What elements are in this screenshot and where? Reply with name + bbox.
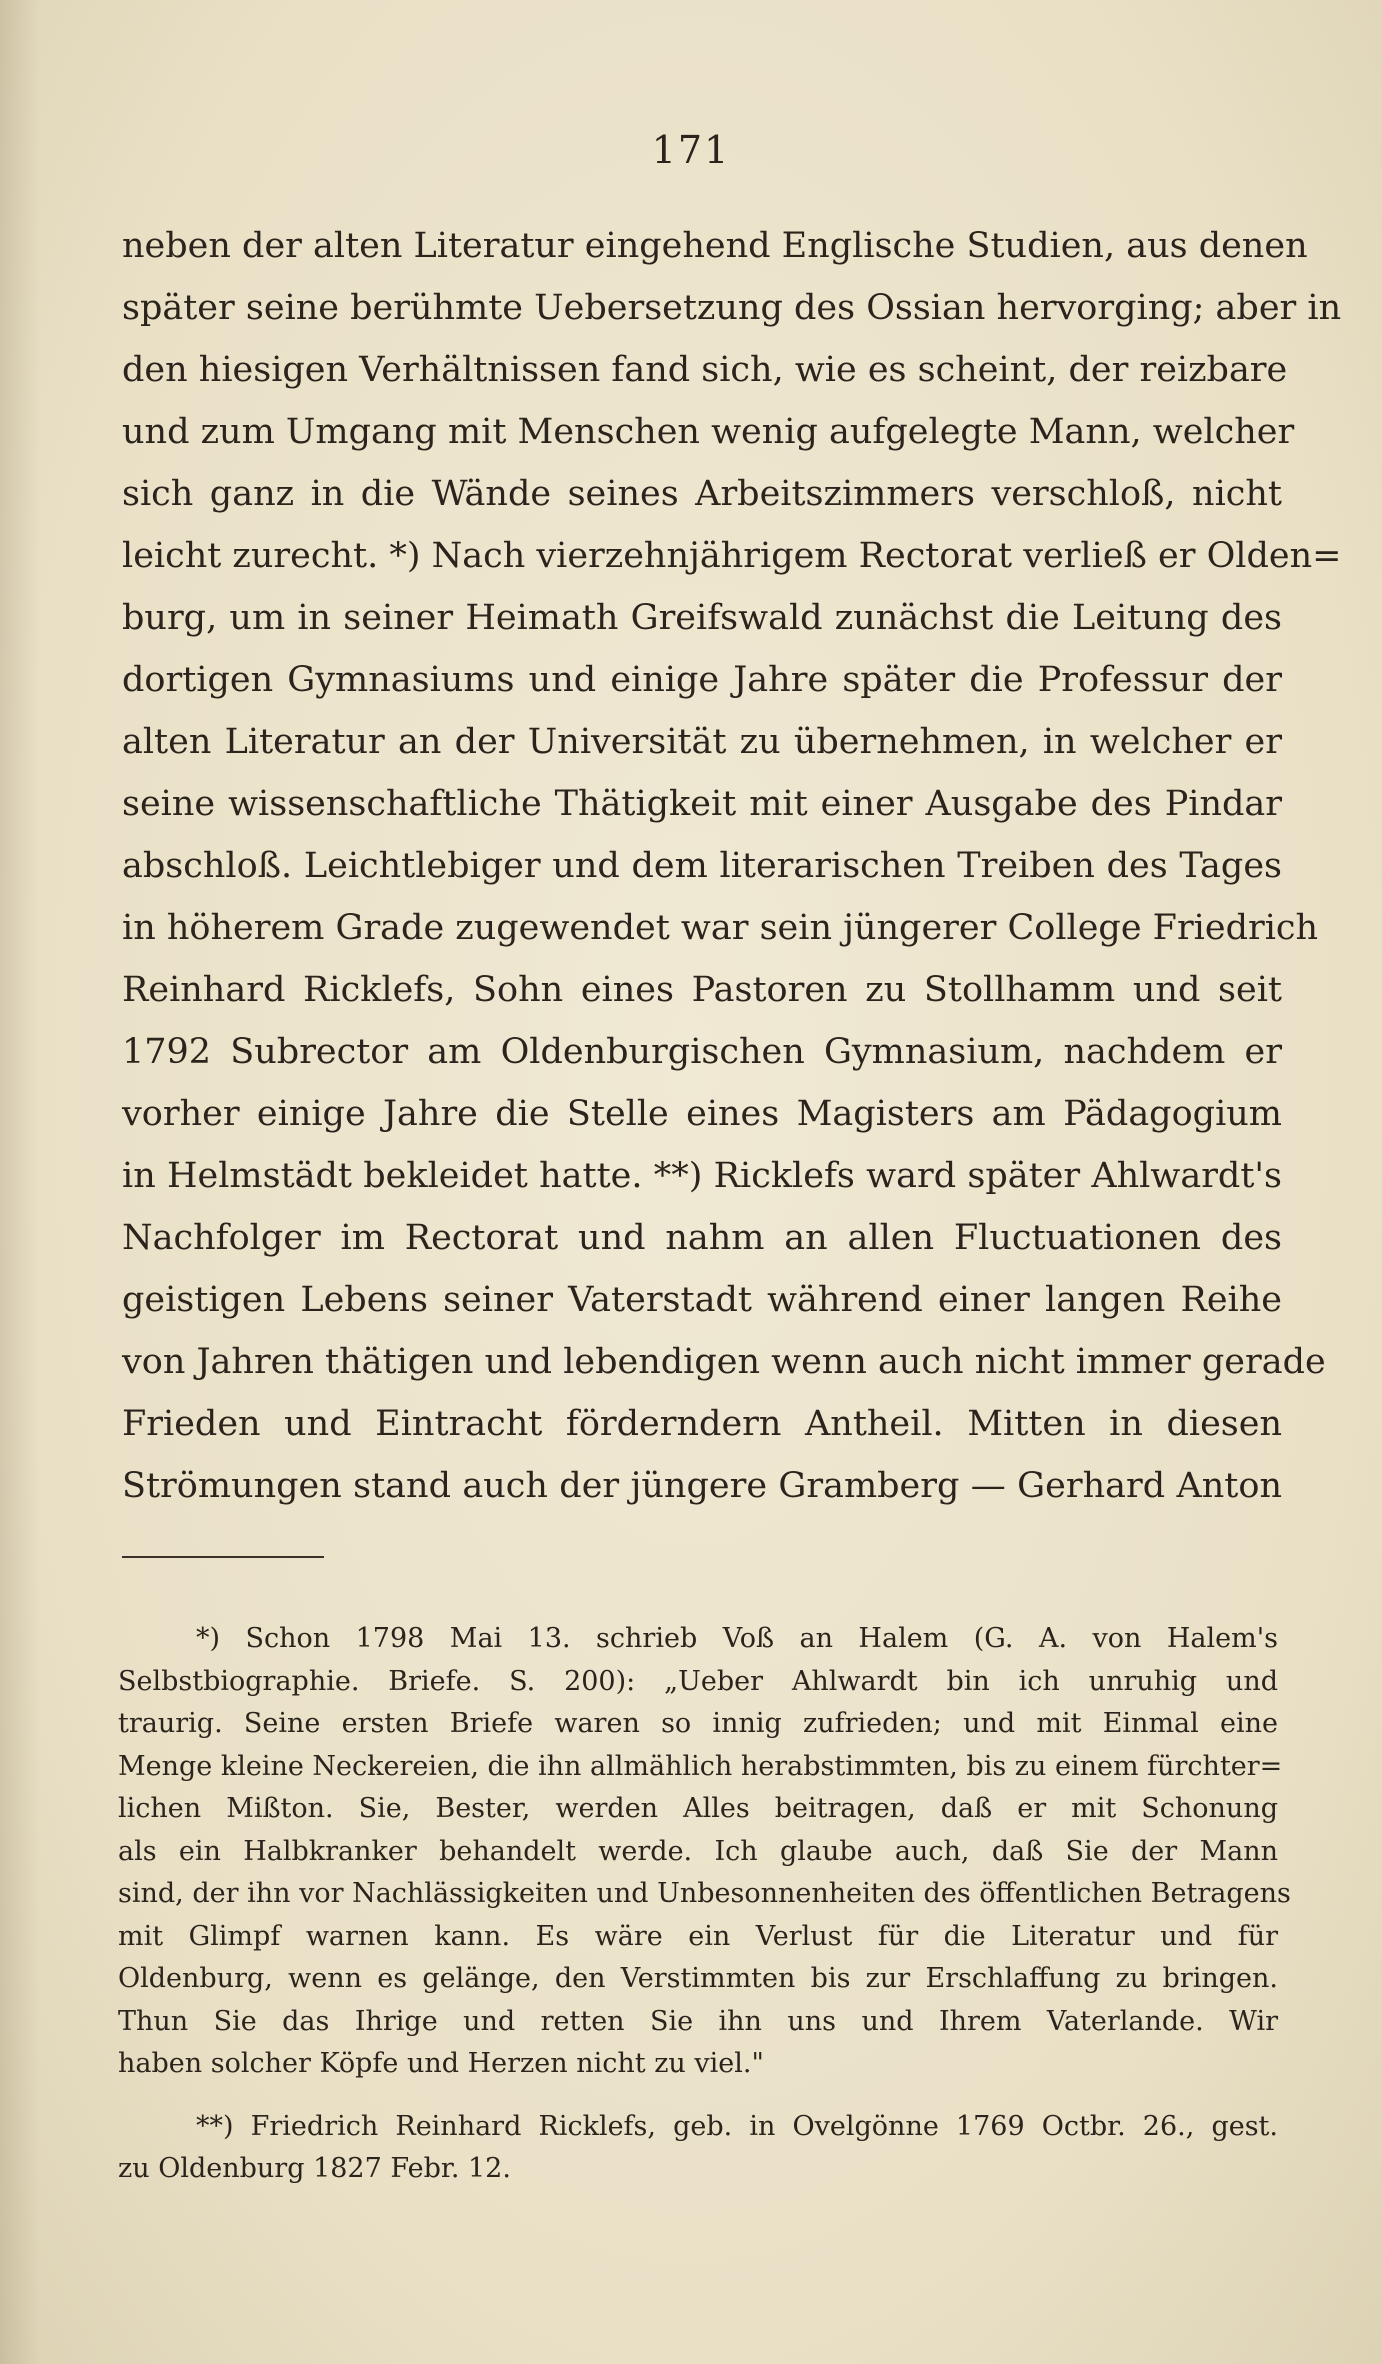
text-line: Frieden und Eintracht förderndern Antheil. Mitten in diesen (122, 1404, 1282, 1444)
footnote-line: Thun Sie das Ihrige und retten Sie ihn uns und Ihrem Vaterlande. Wir (118, 2005, 1278, 2037)
text-line: in Helmstädt bekleidet hatte. **) Ricklefs ward später Ahlwardt's (122, 1156, 1282, 1196)
text-line: den hiesigen Verhältnissen fand sich, wie es scheint, der reizbare (122, 350, 1288, 390)
footnote-line: sind, der ihn vor Nachlässigkeiten und Unbesonnenheiten des öffentlichen Betragens (118, 1878, 1291, 1909)
text-line: und zum Umgang mit Menschen wenig aufgelegte Mann, welcher (122, 412, 1295, 452)
footnote-line: traurig. Seine ersten Briefe waren so innig zufrieden; und mit Einmal eine (118, 1708, 1278, 1739)
footnote-line: lichen Mißton. Sie, Bester, werden Alles beitragen, daß er mit Schonung (118, 1793, 1278, 1824)
page-number: 171 (651, 128, 731, 172)
footnote-line: Menge kleine Neckereien, die ihn allmählich herabstimmten, bis zu einem fürchter= (118, 1750, 1283, 1782)
text-line: dortigen Gymnasiums und einige Jahre später die Professur der (122, 660, 1282, 700)
footnote-line: **) Friedrich Reinhard Ricklefs, geb. in Ovelgönne 1769 Octbr. 26., gest. (196, 2110, 1278, 2142)
text-line: burg, um in seiner Heimath Greifswald zunächst die Leitung des (122, 598, 1282, 638)
footnote-line: Selbstbiographie. Briefe. S. 200): „Ueber Ahlwardt bin ich unruhig und (118, 1665, 1278, 1697)
text-line: neben der alten Literatur eingehend Englische Studien, aus denen (122, 226, 1308, 266)
footnote-line: *) Schon 1798 Mai 13. schrieb Voß an Halem (G. A. von Halem's (196, 1623, 1278, 1654)
footnote-gap (118, 2086, 1278, 2106)
footnote-line: zu Oldenburg 1827 Febr. 12. (118, 2153, 511, 2184)
text-line: leicht zurecht. *) Nach vierzehnjährigem Rectorat verließ er Olden= (122, 536, 1342, 576)
footnote-line: haben solcher Köpfe und Herzen nicht zu viel." (118, 2048, 764, 2079)
footnotes (118, 1618, 1291, 2191)
page-gutter-shadow (0, 0, 40, 2364)
text-line: sich ganz in die Wände seines Arbeitszimmers verschloß, nicht (122, 474, 1282, 514)
footnote-2 (118, 2106, 1278, 2191)
main-text (122, 215, 1342, 1517)
text-line: Reinhard Ricklefs, Sohn eines Pastoren zu Stollhamm und seit (122, 970, 1282, 1010)
footnote-separator (122, 1556, 324, 1558)
text-line: vorher einige Jahre die Stelle eines Magisters am Pädagogium (122, 1094, 1282, 1134)
text-line: geistigen Lebens seiner Vaterstadt während einer langen Reihe (122, 1280, 1282, 1320)
footnote-1 (118, 1618, 1291, 2086)
text-line: von Jahren thätigen und lebendigen wenn auch nicht immer gerade (122, 1342, 1326, 1382)
text-line: 1792 Subrector am Oldenburgischen Gymnasium, nachdem er (122, 1032, 1282, 1072)
footnote-line: als ein Halbkranker behandelt werde. Ich glaube auch, daß Sie der Mann (118, 1835, 1278, 1867)
text-line: alten Literatur an der Universität zu übernehmen, in welcher er (122, 722, 1282, 762)
footnote-line: Oldenburg, wenn es gelänge, den Verstimmten bis zur Erschlaffung zu bringen. (118, 1963, 1278, 1994)
text-line: seine wissenschaftliche Thätigkeit mit einer Ausgabe des Pindar (122, 784, 1282, 824)
text-line: abschloß. Leichtlebiger und dem literarischen Treiben des Tages (122, 846, 1282, 886)
text-line: Nachfolger im Rectorat und nahm an allen Fluctuationen des (122, 1218, 1282, 1258)
text-line: später seine berühmte Uebersetzung des Ossian hervorging; aber in (122, 288, 1342, 328)
footnote-line: mit Glimpf warnen kann. Es wäre ein Verlust für die Literatur und für (118, 1920, 1278, 1952)
text-line: Strömungen stand auch der jüngere Gramberg — Gerhard Anton (122, 1466, 1282, 1506)
text-line: in höherem Grade zugewendet war sein jüngerer College Friedrich (122, 908, 1319, 948)
